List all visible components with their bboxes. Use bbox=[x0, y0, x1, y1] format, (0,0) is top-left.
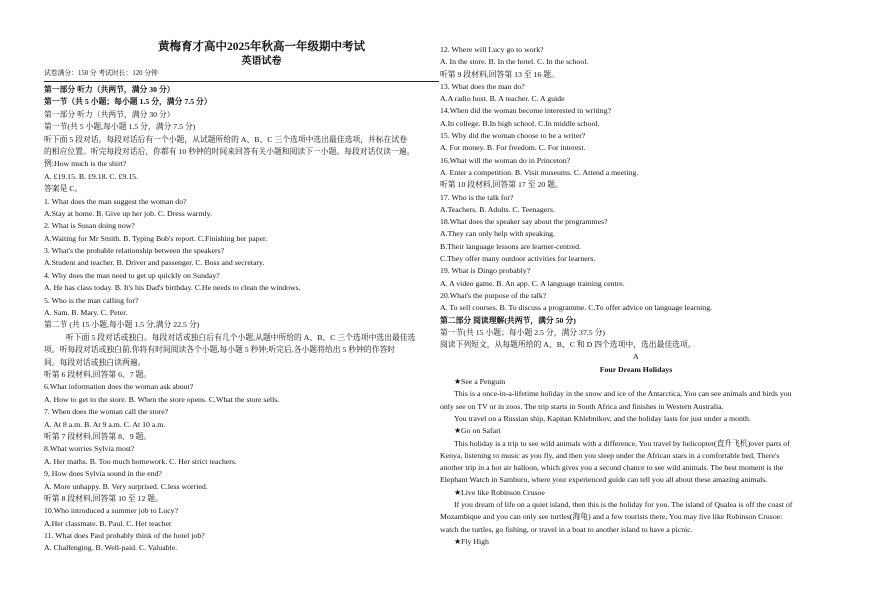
left-line: 听第 7 段材料,回答第 8、9 题。 bbox=[44, 431, 152, 441]
left-line: 听第 8 段材料,回答第 10 至 12 题。 bbox=[44, 493, 163, 503]
right-line: 16.What will the woman do in Princeton? bbox=[440, 155, 571, 165]
left-line: 8.What worries Sylvia most? bbox=[44, 444, 135, 454]
left-line: A. £19.15. B. £9.18. C. £9.15. bbox=[44, 171, 139, 181]
right-line: Elephant Watch in Samburu, where your experienced guide can tell you all about these amazing animals. bbox=[440, 475, 768, 485]
left-line: 的相应位置。听完每段对话后，你都有 10 秒钟的时间来回答有关小题和阅读下一小题。每段对话仅读一遍。 bbox=[44, 146, 415, 156]
right-line: ★Fly High bbox=[454, 536, 489, 546]
left-line: 第一部分 听力（共两节，满分 30 分） bbox=[44, 85, 175, 94]
right-line: This holiday is a trip to see wild animals with a difference, You travel by helicopter(直升飞机)over parts of bbox=[454, 438, 790, 448]
left-line: 项。听每段对话或独白前,你将有时间阅读各个小题,每小题 5 秒钟;听完后,各小题将给出 5 秒钟的作答时 bbox=[44, 345, 396, 355]
left-line: 第一节（共 5 小题；每小题 1.5 分，满分 7.5 分） bbox=[44, 97, 212, 107]
right-line: Four Dream Holidays bbox=[599, 364, 673, 374]
left-line: 间。每段对话或独白读两遍。 bbox=[44, 357, 146, 367]
right-question-list bbox=[440, 44, 832, 548]
right-line: ★Go on Safari bbox=[454, 426, 501, 436]
left-line: A. He has class today. B. It's his Dad's birthday. C.He needs to clean the windows. bbox=[44, 283, 301, 293]
right-line: A. To sell courses. B. To discuss a programme. C.To offer advice on language learning. bbox=[440, 303, 713, 313]
left-line: 答案是 C。 bbox=[44, 184, 83, 194]
right-line: A.They can only help with speaking. bbox=[440, 229, 555, 239]
right-line: If you dream of life on a quiet island, then this is the holiday for you. The island of Qualea is off the coast of bbox=[454, 499, 793, 509]
left-line: 第二节 (共 15 小题,每小题 1.5 分,满分 22.5 分) bbox=[44, 320, 200, 330]
right-line: C.They offer many outdoor activities for learners. bbox=[440, 254, 596, 264]
exam-subtitle: 英语试卷 bbox=[241, 56, 282, 67]
left-question-list bbox=[44, 84, 439, 555]
header-divider bbox=[44, 81, 439, 82]
left-line: A.Waiting for Mr Smith. B. Typing Bob's report. C.Finishing her paper. bbox=[44, 233, 268, 243]
left-line: A. Her maths. B. Too much homework. C. Her strict teachers. bbox=[44, 456, 237, 466]
right-line: 14.When did the woman become interested in writing? bbox=[440, 106, 612, 116]
right-line: 13. What does the man do? bbox=[440, 81, 525, 91]
right-line: A bbox=[633, 352, 639, 362]
left-line: A.Her classmate. B. Paul. C. Her teacher bbox=[44, 518, 172, 528]
right-line: 12. Where will Lucy go to work? bbox=[440, 45, 544, 54]
exam-meta: 试卷满分：150 分 考试时长：120 分钟 bbox=[44, 70, 158, 77]
right-line: 阅读下列短文，从每题所给的 A、B、C 和 D 四个选项中，选出最佳选项。 bbox=[440, 340, 696, 350]
left-line: 11. What does Paul probably think of the hotel job? bbox=[44, 531, 205, 541]
left-column bbox=[44, 40, 439, 555]
right-line: only see on TV or in zoos. The trip starts in South Africa and finishes in Western Australia. bbox=[440, 401, 724, 411]
right-line: A. A video game. B. An app. C. A language training centre. bbox=[440, 278, 625, 288]
right-line: 20.What's the purpose of the talk? bbox=[440, 290, 547, 300]
right-line: watch the turtles, go fishing, or travel in a boat to another island to have a picnic. bbox=[440, 524, 693, 534]
right-line: ★See a Penguin bbox=[454, 377, 506, 387]
left-line: A. Sam. B. Mary. C. Peter. bbox=[44, 308, 128, 318]
left-line: A. At 8 a.m. B. At 9 a.m. C. At 10 a.m. bbox=[44, 419, 166, 429]
left-line: 4. Why does the man need to get up quickly on Sunday? bbox=[44, 270, 220, 280]
right-line: 第二部分 阅读理解(共两节，满分 50 分) bbox=[440, 315, 576, 325]
left-line: 10.Who introduced a summer job to Lucy? bbox=[44, 506, 179, 516]
right-line: 18.What does the speaker say about the programmes? bbox=[440, 217, 608, 227]
right-line: Kenya, listening to music as you fly, and then you sleep under the African stars in a comfortable bed, There's bbox=[440, 450, 780, 460]
right-line: B.Their language lessons are learner-centred. bbox=[440, 241, 581, 251]
right-line: Mozambique and you can only see turtles(海龟) and a few tourists there, You may live like Robinson Crusoe: bbox=[440, 512, 783, 522]
left-line: 第一部分 听力（共两节，满分 30 分） bbox=[44, 109, 175, 119]
exam-title: 黄梅育才高中2025年秋高一年级期中考试 bbox=[158, 41, 365, 53]
left-line: 5. Who is the man calling for? bbox=[44, 295, 139, 305]
right-line: 15. Why did the woman choose to be a writer? bbox=[440, 131, 586, 141]
right-line: 第一节(共 15 小题；每小题 2.5 分，满分 37.5 分) bbox=[440, 327, 606, 337]
left-line: A.Stay at home. B. Give up her job. C. Dress warmly. bbox=[44, 208, 212, 218]
right-line: A. Enter a competition. B. Visit museums. C. Attend a meeting. bbox=[440, 167, 639, 177]
right-column bbox=[440, 44, 832, 548]
left-line: 6.What information does the woman ask about? bbox=[44, 382, 194, 392]
left-line: A. How to get to the store. B. When the store opens. C.What the store sells. bbox=[44, 394, 280, 404]
left-line: 听下面 5 段对话或独白。每段对话或独白后有几个小题,从题中所给的 A、B、C 三个选项中选出最佳选 bbox=[66, 332, 416, 342]
left-line: 9, How does Sylvia sound in the end? bbox=[44, 469, 162, 479]
left-line: 第一节(共 5 小题,每小题 1.5 分，满分 7.5 分) bbox=[44, 122, 196, 132]
right-line: This is a once-in-a-lifetime holiday in the snow and ice of the Antarctica, You can see animals and birds you bbox=[454, 389, 792, 399]
right-line: 听第 10 段材料,回答第 17 至 20 题。 bbox=[440, 180, 563, 190]
right-line: another trip in a hot air balloon, which gives you a second chance to see wild animals. The best moment is the bbox=[440, 463, 784, 473]
right-line: A.In college. B.In high school. C.In middle school. bbox=[440, 118, 600, 128]
right-line: A. For money. B. For freedom. C. For interest. bbox=[440, 143, 586, 153]
right-line: A. In the store. B. In the hotel. C. In the school. bbox=[440, 57, 589, 67]
left-line: 2. What is Susan doing now? bbox=[44, 221, 135, 231]
right-line: 听第 9 段材料,回答第 13 至 16 题。 bbox=[440, 69, 559, 79]
left-line: 听第 6 段材料,回答第 6、7 题。 bbox=[44, 369, 152, 379]
left-line: 1. What does the man suggest the woman do? bbox=[44, 196, 187, 206]
left-line: 7. When does the woman call the store? bbox=[44, 407, 169, 417]
left-line: A. More unhappy. B. Very surprised. C.less worried. bbox=[44, 481, 208, 491]
right-line: 19. What is Dingo probably? bbox=[440, 266, 531, 276]
left-line: A. Challenging. B. Well-paid. C. Valuable. bbox=[44, 543, 178, 553]
left-line: 例:How much is the shirt? bbox=[44, 159, 127, 169]
right-line: ★Live like Robinson Crusoe bbox=[454, 487, 545, 497]
left-line: 听下面 5 段对话。每段对话后有一个小题，从试题所给的 A、B、C 三个选项中选出最佳选项，并标在试卷 bbox=[44, 134, 407, 144]
right-line: You travel on a Russian ship, Kapitan Khlebnikov, and the holiday lasts for just under a month. bbox=[454, 413, 751, 423]
left-line: A.Student and teacher. B. Driver and passenger. C. Boss and secretary. bbox=[44, 258, 265, 268]
right-line: A.Teachers. B. Adults. C. Teenagers. bbox=[440, 204, 555, 214]
right-line: 17. Who is the talk for? bbox=[440, 192, 514, 202]
right-line: A.A radio host. B. A teacher. C. A guide bbox=[440, 94, 565, 104]
left-line: 3. What's the probable relationship between the speakers? bbox=[44, 246, 225, 256]
